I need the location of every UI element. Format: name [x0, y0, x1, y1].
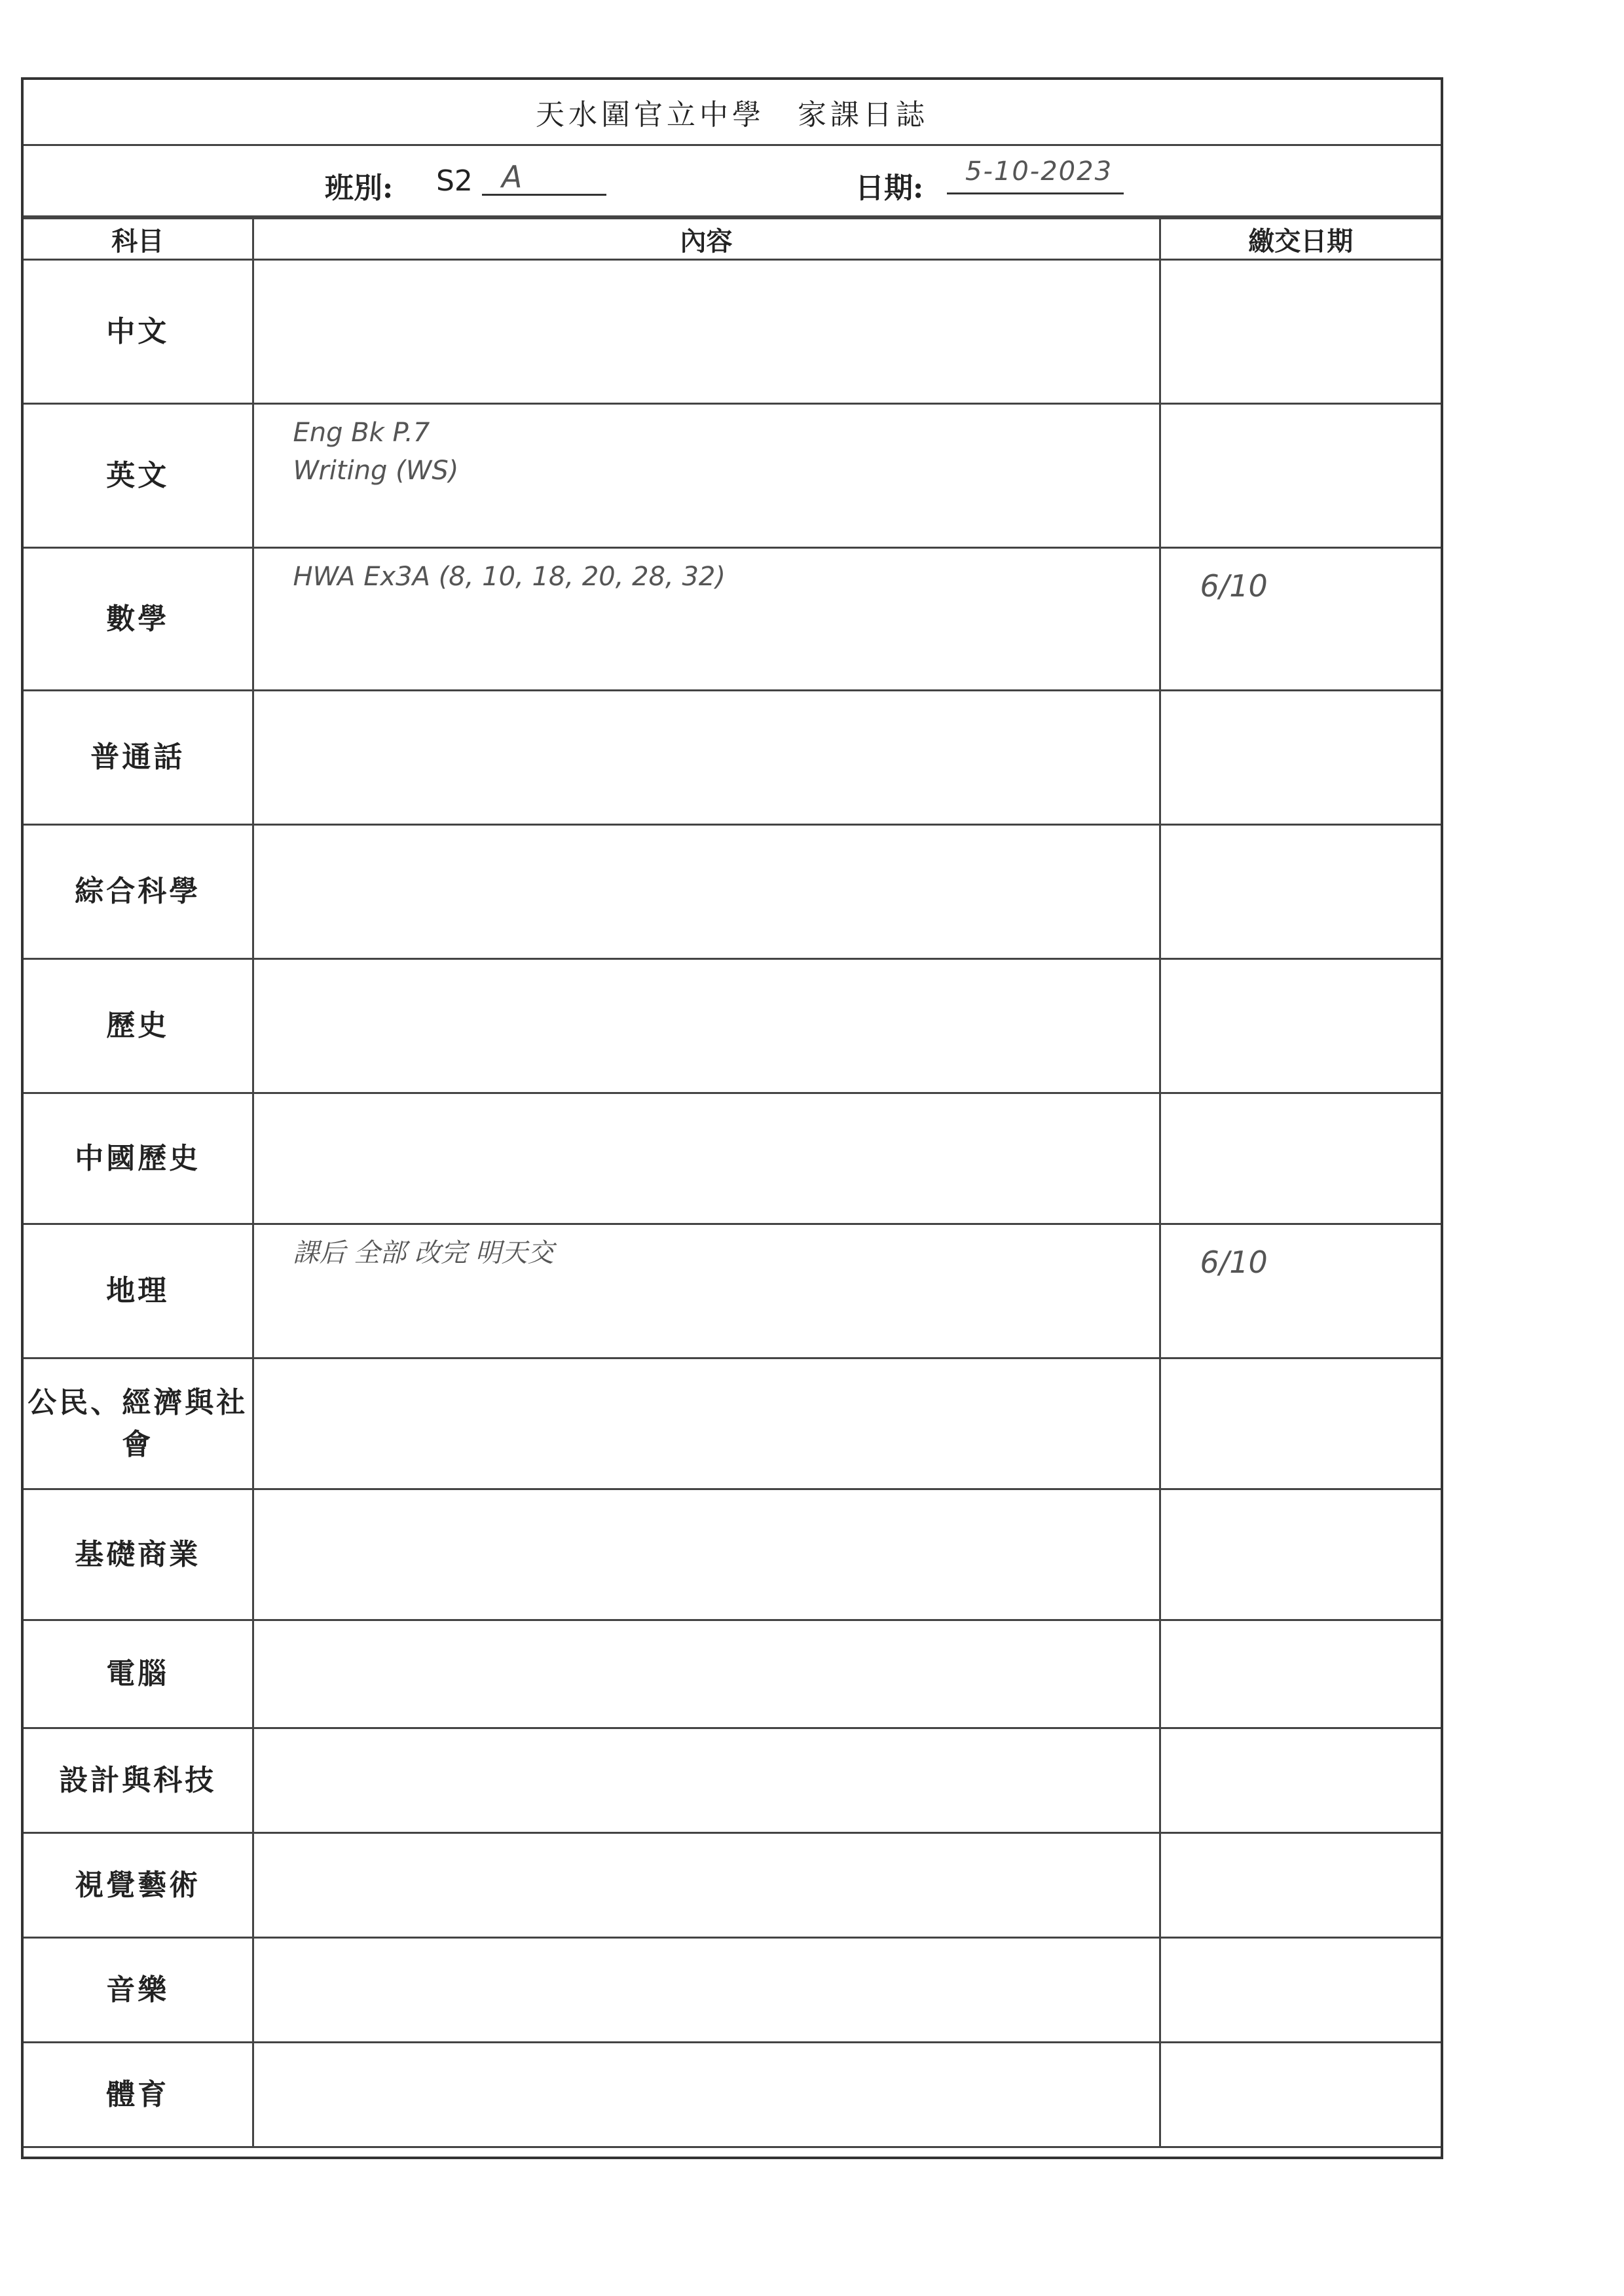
table-row	[24, 691, 1441, 825]
subject-cell: 體育	[24, 2043, 253, 2147]
table-row	[24, 825, 1441, 959]
content-cell	[253, 1938, 1160, 2043]
table-row	[24, 1833, 1441, 1938]
page-title: 天水圍官立中學 家課日誌	[536, 98, 929, 132]
due-date-cell: 6/10	[1160, 548, 1441, 691]
due-date-cell	[1160, 1833, 1441, 1938]
content-cell	[253, 2043, 1160, 2147]
subject-cell: 歷史	[24, 959, 253, 1093]
content-cell	[253, 959, 1160, 1093]
content-column-header: 內容	[253, 219, 1160, 260]
table-row	[24, 2043, 1441, 2147]
due-date-cell	[1160, 404, 1441, 548]
title-row	[24, 80, 1441, 146]
subject-cell: 視覺藝術	[24, 1833, 253, 1938]
due-date-cell	[1160, 1620, 1441, 1728]
content-cell	[253, 1093, 1160, 1224]
table-row	[24, 959, 1441, 1093]
due-date-cell	[1160, 260, 1441, 404]
table-row	[24, 1358, 1441, 1489]
content-cell	[253, 1833, 1160, 1938]
table-row	[24, 1728, 1441, 1833]
subject-cell: 電腦	[24, 1620, 253, 1728]
table-row	[24, 1224, 1441, 1358]
subject-cell: 綜合科學	[24, 825, 253, 959]
subject-cell: 地理	[24, 1224, 253, 1358]
date-field: 5-10-2023	[947, 156, 1124, 194]
content-cell	[253, 1489, 1160, 1620]
subject-column-header: 科目	[24, 219, 253, 260]
content-cell: HWA Ex3A (8, 10, 18, 20, 28, 32)	[253, 548, 1160, 691]
due-date-cell	[1160, 1489, 1441, 1620]
due-date-column-header: 繳交日期	[1160, 219, 1441, 260]
due-date-cell	[1160, 2043, 1441, 2147]
table-row	[24, 404, 1441, 548]
subject-cell: 基礎商業	[24, 1489, 253, 1620]
content-cell	[253, 1728, 1160, 1833]
homework-diary-sheet	[21, 77, 1443, 2159]
content-cell	[253, 260, 1160, 404]
class-label: 班別:	[325, 172, 394, 205]
meta-row	[24, 146, 1441, 217]
content-cell	[253, 691, 1160, 825]
table-row	[24, 1620, 1441, 1728]
table-row	[24, 1938, 1441, 2043]
subject-cell: 普通話	[24, 691, 253, 825]
table-header-row	[24, 219, 1441, 260]
subject-cell: 音樂	[24, 1938, 253, 2043]
homework-table	[24, 217, 1441, 2148]
content-cell	[253, 825, 1160, 959]
class-field: A	[482, 159, 606, 196]
due-date-cell	[1160, 959, 1441, 1093]
content-cell: Eng Bk P.7 Writing (WS)	[253, 404, 1160, 548]
due-date-cell	[1160, 825, 1441, 959]
due-date-cell	[1160, 1728, 1441, 1833]
table-row	[24, 1093, 1441, 1224]
class-prefix: S2	[436, 164, 473, 198]
date-label: 日期:	[855, 172, 924, 205]
due-date-cell	[1160, 691, 1441, 825]
due-date-cell	[1160, 1938, 1441, 2043]
subject-cell: 設計與科技	[24, 1728, 253, 1833]
due-date-cell: 6/10	[1160, 1224, 1441, 1358]
content-cell: 課后 全部 改完 明天交	[253, 1224, 1160, 1358]
subject-cell: 數學	[24, 548, 253, 691]
due-date-cell	[1160, 1358, 1441, 1489]
table-row	[24, 260, 1441, 404]
content-cell	[253, 1620, 1160, 1728]
table-row	[24, 548, 1441, 691]
due-date-cell	[1160, 1093, 1441, 1224]
table-row	[24, 1489, 1441, 1620]
subject-cell: 公民、經濟與社會	[24, 1358, 253, 1489]
subject-cell: 中文	[24, 260, 253, 404]
subject-cell: 中國歷史	[24, 1093, 253, 1224]
content-cell	[253, 1358, 1160, 1489]
subject-cell: 英文	[24, 404, 253, 548]
